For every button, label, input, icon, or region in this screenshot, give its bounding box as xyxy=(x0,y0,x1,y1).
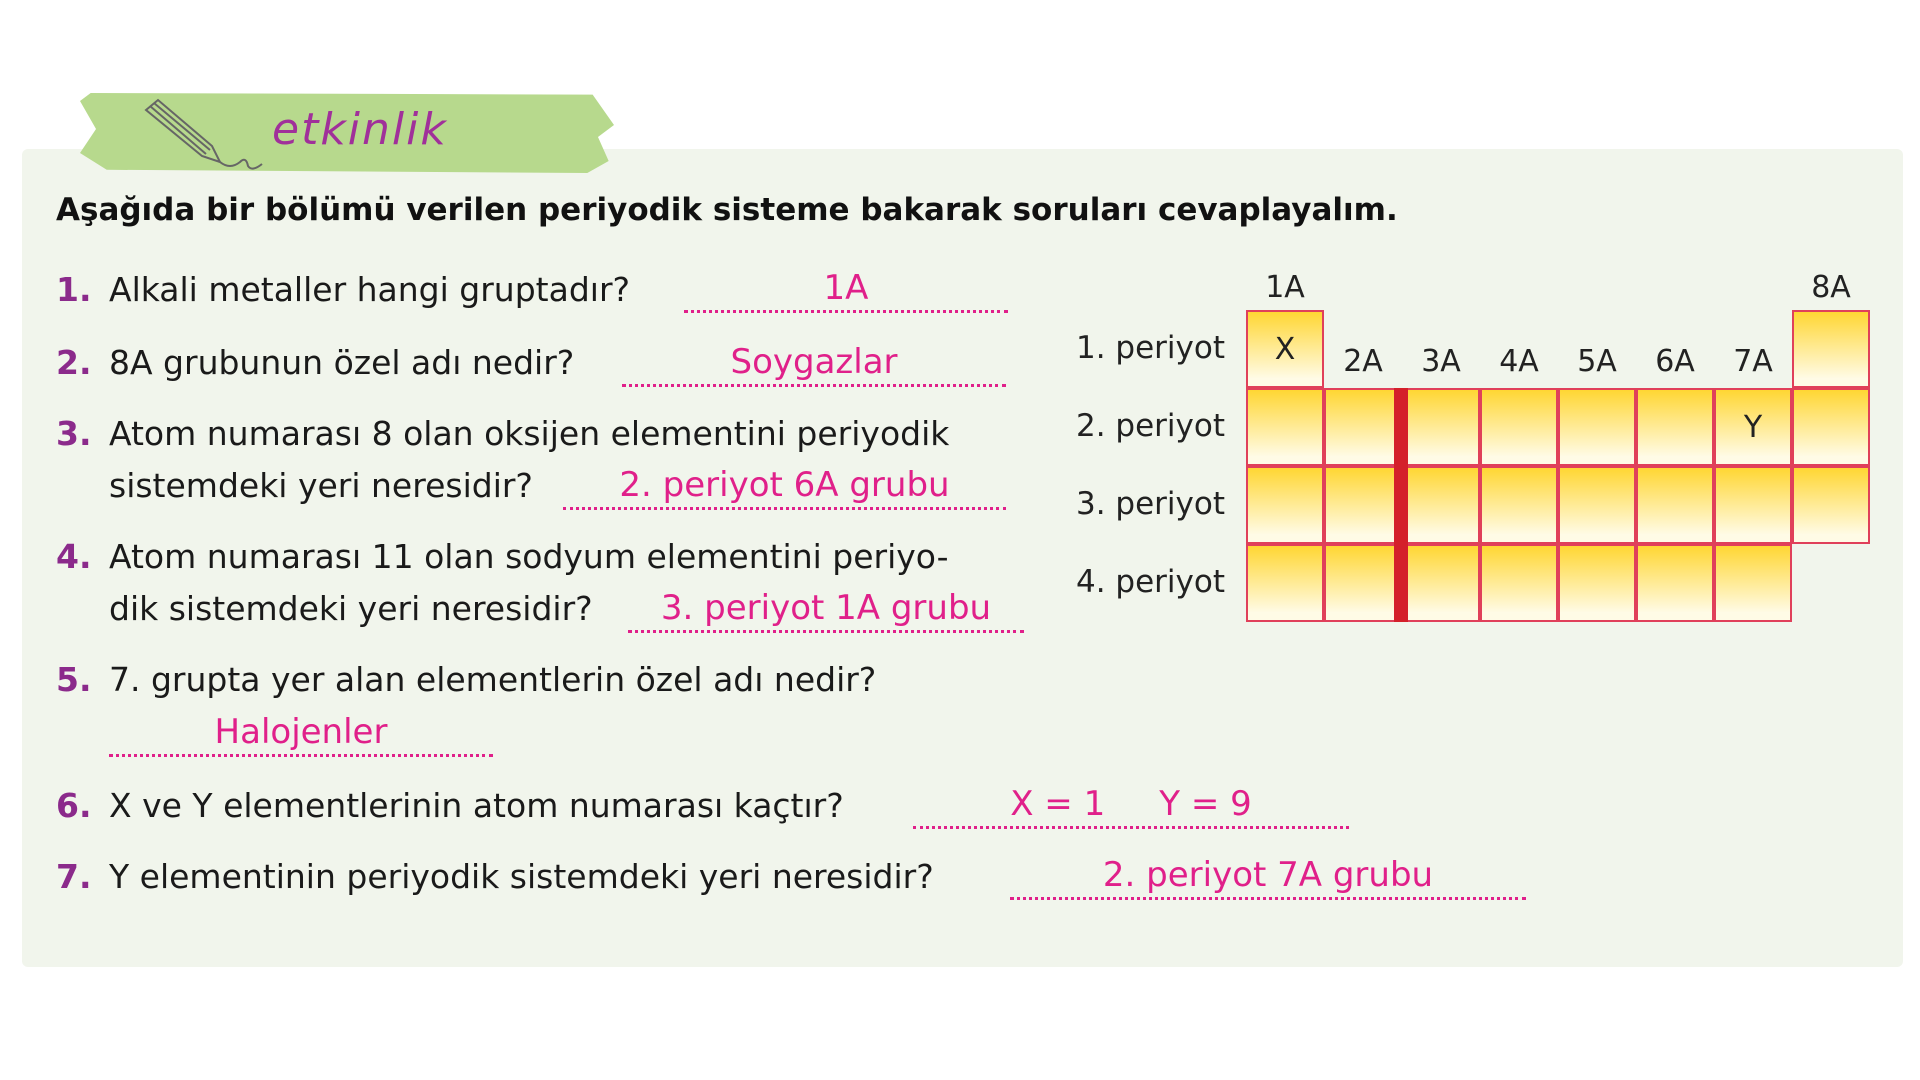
group-label: 2A xyxy=(1343,344,1383,379)
question-text: 7. grupta yer alan elementlerin özel adı nedir? xyxy=(109,660,877,699)
period-label: 3. periyot xyxy=(1076,486,1226,522)
table-cell xyxy=(1714,466,1792,544)
question-number: 5. xyxy=(56,660,92,699)
table-cell xyxy=(1636,544,1714,622)
group-label: 5A xyxy=(1577,344,1617,379)
banner-title: etkinlik xyxy=(272,104,448,155)
group-label: 3A xyxy=(1421,344,1461,379)
table-cell xyxy=(1324,388,1402,466)
group-divider xyxy=(1394,388,1408,622)
cell-x: X xyxy=(1246,310,1324,388)
question-number: 1. xyxy=(56,270,92,309)
table-cell xyxy=(1246,544,1324,622)
table-cell xyxy=(1792,388,1870,466)
table-cell xyxy=(1636,466,1714,544)
question-text: X ve Y elementlerinin atom numarası kaçtır? xyxy=(109,786,844,825)
table-cell xyxy=(1246,388,1324,466)
table-cell xyxy=(1402,544,1480,622)
table-cell xyxy=(1636,388,1714,466)
answer-field[interactable]: Halojenler xyxy=(109,710,493,757)
pencil-icon xyxy=(140,98,280,173)
question-text: dik sistemdeki yeri neresidir? xyxy=(109,589,593,628)
answer-field[interactable]: 2. periyot 7A grubu xyxy=(1010,853,1526,900)
table-cell xyxy=(1558,388,1636,466)
table-cell xyxy=(1714,544,1792,622)
question-number: 2. xyxy=(56,343,92,382)
table-cell xyxy=(1402,466,1480,544)
table-cell xyxy=(1558,544,1636,622)
table-cell xyxy=(1480,544,1558,622)
table-cell xyxy=(1246,466,1324,544)
answer-field[interactable]: 3. periyot 1A grubu xyxy=(628,586,1024,633)
answer-field[interactable]: Soygazlar xyxy=(622,340,1006,387)
question-number: 4. xyxy=(56,537,92,576)
answer-field[interactable]: X = 1 Y = 9 xyxy=(913,782,1349,829)
table-cell xyxy=(1324,544,1402,622)
question-text: Y elementinin periyodik sistemdeki yeri neresidir? xyxy=(109,857,934,896)
table-cell xyxy=(1480,466,1558,544)
table-cell xyxy=(1480,388,1558,466)
question-text: sistemdeki yeri neresidir? xyxy=(109,466,533,505)
cell-y: Y xyxy=(1714,388,1792,466)
table-cell xyxy=(1792,466,1870,544)
table-cell xyxy=(1324,466,1402,544)
question-number: 7. xyxy=(56,857,92,896)
period-label: 2. periyot xyxy=(1076,408,1226,444)
group-label: 4A xyxy=(1499,344,1539,379)
group-label: 7A xyxy=(1733,344,1773,379)
table-cell xyxy=(1402,388,1480,466)
question-text: Alkali metaller hangi gruptadır? xyxy=(109,270,631,309)
instructions: Aşağıda bir bölümü verilen periyodik sisteme bakarak soruları cevaplayalım. xyxy=(56,192,1398,228)
group-label: 8A xyxy=(1811,270,1851,305)
question-text: Atom numarası 11 olan sodyum elementini periyo- xyxy=(109,537,949,576)
table-cell xyxy=(1558,466,1636,544)
answer-field[interactable]: 1A xyxy=(684,266,1008,313)
table-cell xyxy=(1792,310,1870,388)
question-number: 6. xyxy=(56,786,92,825)
answer-field[interactable]: 2. periyot 6A grubu xyxy=(563,463,1006,510)
group-label: 6A xyxy=(1655,344,1695,379)
question-number: 3. xyxy=(56,414,92,453)
question-text: Atom numarası 8 olan oksijen elementini periyodik xyxy=(109,414,950,453)
period-label: 1. periyot xyxy=(1076,330,1226,366)
question-text: 8A grubunun özel adı nedir? xyxy=(109,343,575,382)
group-label: 1A xyxy=(1265,270,1305,305)
period-label: 4. periyot xyxy=(1076,564,1226,600)
